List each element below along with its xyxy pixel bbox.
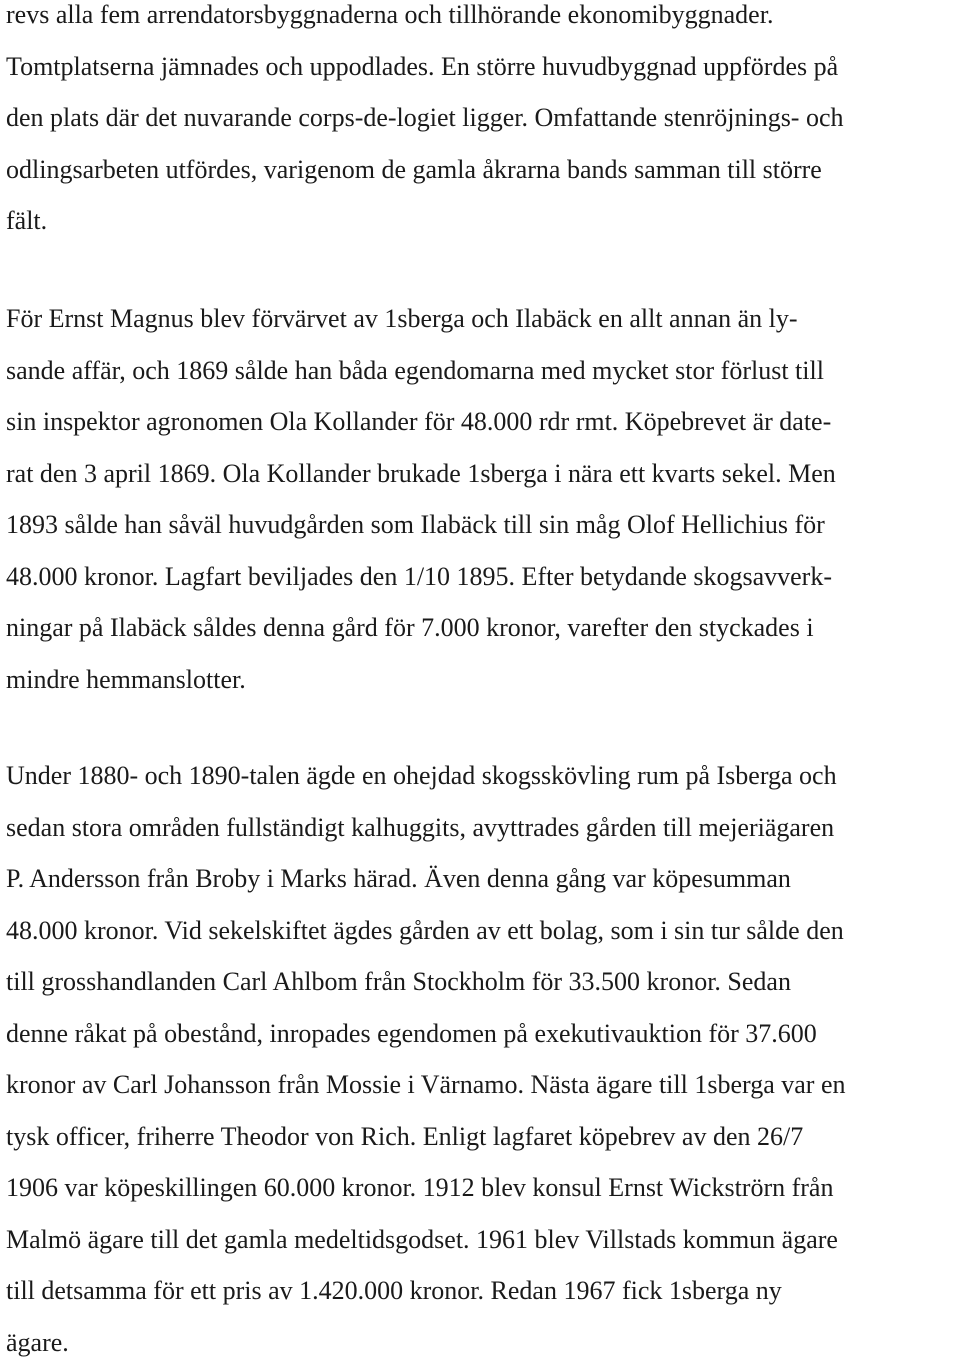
text-line: Malmö ägare till det gamla medeltidsgodset. 1961 blev Villstads kommun ägare bbox=[6, 1224, 838, 1254]
text-line: mindre hemmanslotter. bbox=[6, 664, 246, 694]
text-line: sin inspektor agronomen Ola Kollander för 48.000 rdr rmt. Köpebrevet är date- bbox=[6, 407, 832, 436]
text-line: 48.000 kronor. Lagfart beviljades den 1/10 1895. Efter betydande skogsavverk- bbox=[6, 561, 832, 591]
text-line: denne råkat på obestånd, inropades egendomen på exekutivauktion för 37.600 bbox=[6, 1018, 817, 1048]
paragraph-2 bbox=[6, 293, 956, 705]
text-line: tysk officer, friherre Theodor von Rich. Enligt lagfaret köpebrev av den 26/7 bbox=[6, 1121, 804, 1151]
text-line: odlingsarbeten utfördes, varigenom de gamla åkrarna bands samman till större bbox=[6, 154, 822, 184]
text-line: Tomtplatserna jämnades och uppodlades. En större huvudbyggnad uppfördes på bbox=[6, 51, 839, 81]
text-line: fält. bbox=[6, 206, 48, 235]
text-line: till grosshandlanden Carl Ahlbom från Stockholm för 33.500 kronor. Sedan bbox=[6, 967, 791, 996]
text-line: Under 1880- och 1890-talen ägde en ohejdad skogsskövling rum på Isberga och bbox=[6, 761, 837, 790]
text-line: 48.000 kronor. Vid sekelskiftet ägdes gården av ett bolag, som i sin tur sålde den bbox=[6, 915, 844, 945]
text-line: sedan stora områden fullständigt kalhuggits, avyttrades gården till mejeriägaren bbox=[6, 812, 835, 842]
text-line: 1906 var köpeskillingen 60.000 kronor. 1912 blev konsul Ernst Wickströrn från bbox=[6, 1173, 834, 1202]
paragraph-3 bbox=[6, 750, 956, 1357]
text-line: den plats där det nuvarande corps-de-logiet ligger. Omfattande stenröjnings- och bbox=[6, 103, 844, 132]
paragraph-1 bbox=[6, 0, 956, 247]
text-line: ägare. bbox=[6, 1327, 69, 1357]
text-line: ningar på Ilabäck såldes denna gård för 7.000 kronor, varefter den styckades i bbox=[6, 613, 814, 642]
text-line: till detsamma för ett pris av 1.420.000 kronor. Redan 1967 fick 1sberga ny bbox=[6, 1276, 782, 1305]
text-line: revs alla fem arrendatorsbyggnaderna och tillhörande ekonomibyggnader. bbox=[6, 0, 774, 29]
text-line: 1893 sålde han såväl huvudgården som Ilabäck till sin måg Olof Hellichius för bbox=[6, 510, 825, 539]
text-line: kronor av Carl Johansson från Mossie i Värnamo. Nästa ägare till 1sberga var en bbox=[6, 1070, 846, 1099]
text-line: sande affär, och 1869 sålde han båda egendomarna med mycket stor förlust till bbox=[6, 355, 824, 385]
text-line: rat den 3 april 1869. Ola Kollander brukade 1sberga i nära ett kvarts sekel. Men bbox=[6, 458, 836, 488]
text-line: För Ernst Magnus blev förvärvet av 1sberga och Ilabäck en allt annan än ly- bbox=[6, 304, 798, 333]
text-line: P. Andersson från Broby i Marks härad. Även denna gång var köpesumman bbox=[6, 864, 791, 893]
